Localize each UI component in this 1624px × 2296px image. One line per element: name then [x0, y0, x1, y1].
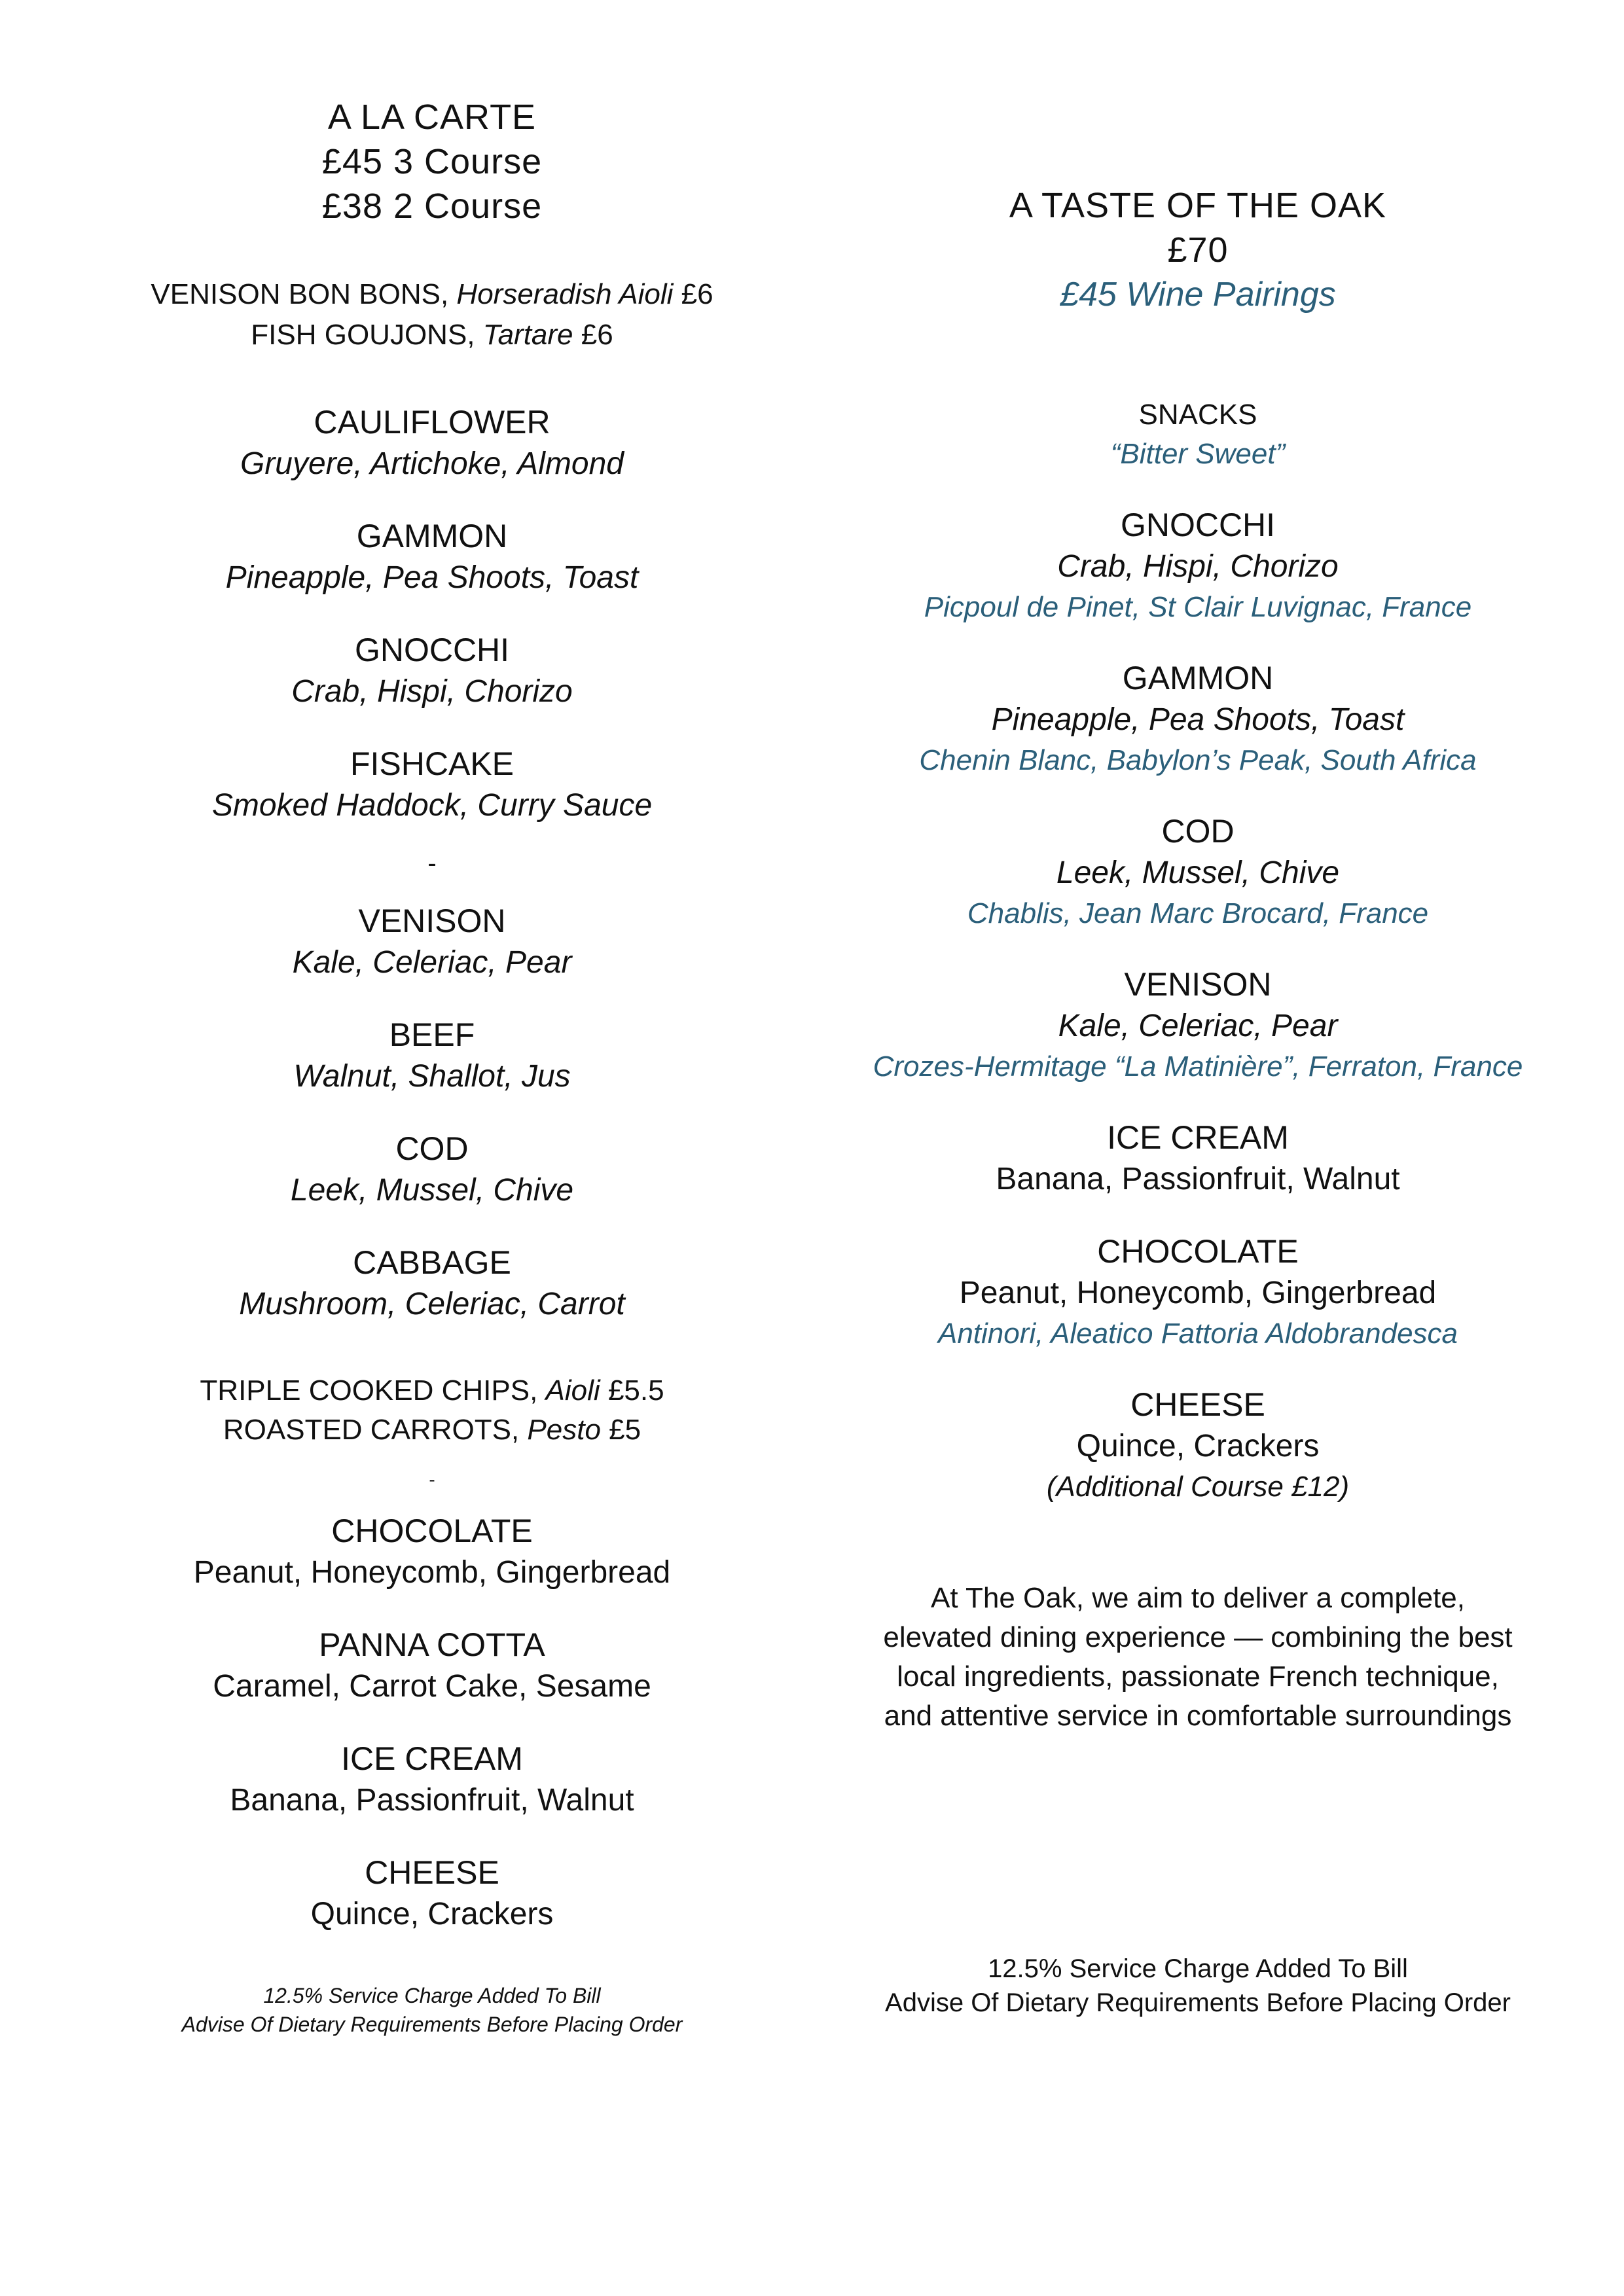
taste-price: £70: [1167, 230, 1229, 270]
about-line: local ingredients, passionate French technique,: [897, 1660, 1499, 1693]
wine-pairing: Crozes-Hermitage “La Matinière”, Ferraton, France: [873, 1050, 1523, 1083]
item-name: VENISON: [358, 903, 506, 939]
a-la-carte-menu: [105, 95, 759, 2039]
menu-item-cauliflower: [105, 401, 759, 485]
side-item: [105, 1371, 759, 1410]
item-name: CHOCOLATE: [331, 1513, 533, 1549]
snack-name: VENISON BON BONS,: [151, 278, 449, 310]
wine-pairing: Chenin Blanc, Babylon’s Peak, South Africa: [919, 744, 1477, 776]
menu-item-venison: [105, 900, 759, 984]
menu-item-gammon: [105, 515, 759, 599]
item-desc: “Bitter Sweet”: [1110, 438, 1286, 470]
side-price: £5: [609, 1414, 641, 1446]
side-desc: Aioli: [545, 1374, 600, 1407]
item-desc: Gruyere, Artichoke, Almond: [240, 446, 624, 481]
menu-item-cod: [105, 1128, 759, 1211]
item-desc: Kale, Celeriac, Pear: [292, 945, 572, 980]
item-desc: Banana, Passionfruit, Walnut: [996, 1162, 1400, 1196]
side-name: TRIPLE COOKED CHIPS,: [200, 1374, 538, 1407]
menu-item-cabbage: [105, 1242, 759, 1325]
snack-desc: Horseradish Aioli: [456, 278, 674, 310]
item-name: GAMMON: [356, 518, 508, 554]
item-desc: Pineapple, Pea Shoots, Toast: [991, 702, 1405, 737]
menu-item-fishcake: [105, 743, 759, 827]
snack-price: £6: [581, 319, 613, 351]
item-name: BEEF: [389, 1016, 475, 1053]
item-desc: Peanut, Honeycomb, Gingerbread: [959, 1276, 1437, 1310]
item-desc: Peanut, Honeycomb, Gingerbread: [193, 1555, 671, 1590]
service-charge-note: 12.5% Service Charge Added To Bill: [263, 1984, 601, 2007]
about-line: and attentive service in comfortable surroundings: [884, 1700, 1512, 1732]
wine-pairing-price: £45 Wine Pairings: [1060, 276, 1336, 314]
item-desc: Smoked Haddock, Curry Sauce: [211, 788, 653, 823]
item-name: COD: [395, 1130, 469, 1167]
item-desc: Caramel, Carrot Cake, Sesame: [213, 1669, 651, 1704]
item-desc: Quince, Crackers: [310, 1897, 554, 1931]
snack-price: £6: [681, 278, 713, 310]
item-name: GNOCCHI: [354, 632, 510, 668]
course-chocolate: [838, 1230, 1558, 1354]
course-gnocchi: [838, 504, 1558, 627]
course-snacks: [838, 395, 1558, 474]
about-line: At The Oak, we aim to deliver a complete,: [931, 1582, 1465, 1614]
item-desc: Leek, Mussel, Chive: [1056, 855, 1340, 890]
course-cod: [838, 810, 1558, 933]
item-name: ICE CREAM: [341, 1740, 523, 1777]
item-name: CHEESE: [1130, 1386, 1265, 1423]
dietary-note: Advise Of Dietary Requirements Before Placing Order: [885, 1988, 1511, 2017]
item-name: SNACKS: [1138, 399, 1257, 431]
item-desc: Banana, Passionfruit, Walnut: [230, 1783, 634, 1818]
item-name: COD: [1161, 813, 1235, 850]
two-course-price: £38 2 Course: [321, 187, 543, 226]
item-name: ICE CREAM: [1107, 1119, 1289, 1156]
side-item: [105, 1410, 759, 1450]
item-name: CHOCOLATE: [1097, 1233, 1299, 1270]
wine-pairing: Chablis, Jean Marc Brocard, France: [967, 897, 1429, 929]
wine-pairing: Picpoul de Pinet, St Clair Luvignac, France: [924, 591, 1472, 623]
item-desc: Quince, Crackers: [1076, 1429, 1320, 1463]
item-name: GAMMON: [1122, 660, 1274, 696]
about-paragraph: [838, 1579, 1558, 1736]
dietary-note: Advise Of Dietary Requirements Before Placing Order: [181, 2013, 683, 2036]
side-desc: Pesto: [527, 1414, 601, 1446]
item-desc: Pineapple, Pea Shoots, Toast: [225, 560, 639, 595]
a-la-carte-title: A LA CARTE: [327, 98, 537, 137]
item-name: FISHCAKE: [350, 745, 514, 782]
item-name: GNOCCHI: [1120, 507, 1276, 543]
section-separator: -: [427, 849, 437, 878]
course-ice-cream: [838, 1117, 1558, 1200]
item-desc: Crab, Hispi, Chorizo: [1057, 549, 1339, 584]
item-desc: Leek, Mussel, Chive: [290, 1173, 574, 1208]
item-desc: Crab, Hispi, Chorizo: [291, 674, 573, 709]
menu-item-cheese: [105, 1852, 759, 1935]
additional-course-note: (Additional Course £12): [1046, 1471, 1350, 1503]
menu-item-ice-cream: [105, 1738, 759, 1821]
snack-item: [105, 274, 759, 315]
snack-name: FISH GOUJONS,: [251, 319, 475, 351]
service-charge-note: 12.5% Service Charge Added To Bill: [988, 1954, 1408, 1983]
menu-item-beef: [105, 1014, 759, 1098]
menu-item-chocolate: [105, 1510, 759, 1594]
snack-desc: Tartare: [482, 319, 573, 351]
snack-item: [105, 315, 759, 355]
item-name: CAULIFLOWER: [314, 404, 550, 440]
taste-title: A TASTE OF THE OAK: [1009, 186, 1387, 225]
menu-item-gnocchi: [105, 629, 759, 713]
about-line: elevated dining experience — combining the best: [883, 1621, 1513, 1653]
wine-pairing: Antinori, Aleatico Fattoria Aldobrandesca: [937, 1318, 1458, 1350]
item-name: PANNA COTTA: [319, 1626, 545, 1663]
side-name: ROASTED CARROTS,: [223, 1414, 520, 1446]
item-name: VENISON: [1124, 966, 1272, 1003]
course-cheese: [838, 1384, 1558, 1507]
course-gammon: [838, 657, 1558, 780]
taste-of-the-oak-menu: [838, 183, 1558, 2020]
item-desc: Kale, Celeriac, Pear: [1058, 1009, 1338, 1043]
course-venison: [838, 963, 1558, 1086]
side-price: £5.5: [607, 1374, 664, 1407]
item-name: CHEESE: [365, 1854, 499, 1891]
menu-item-panna-cotta: [105, 1624, 759, 1708]
three-course-price: £45 3 Course: [321, 142, 543, 181]
item-name: CABBAGE: [353, 1244, 511, 1281]
section-separator: -: [429, 1469, 435, 1490]
item-desc: Mushroom, Celeriac, Carrot: [239, 1287, 625, 1321]
item-desc: Walnut, Shallot, Jus: [293, 1059, 571, 1094]
